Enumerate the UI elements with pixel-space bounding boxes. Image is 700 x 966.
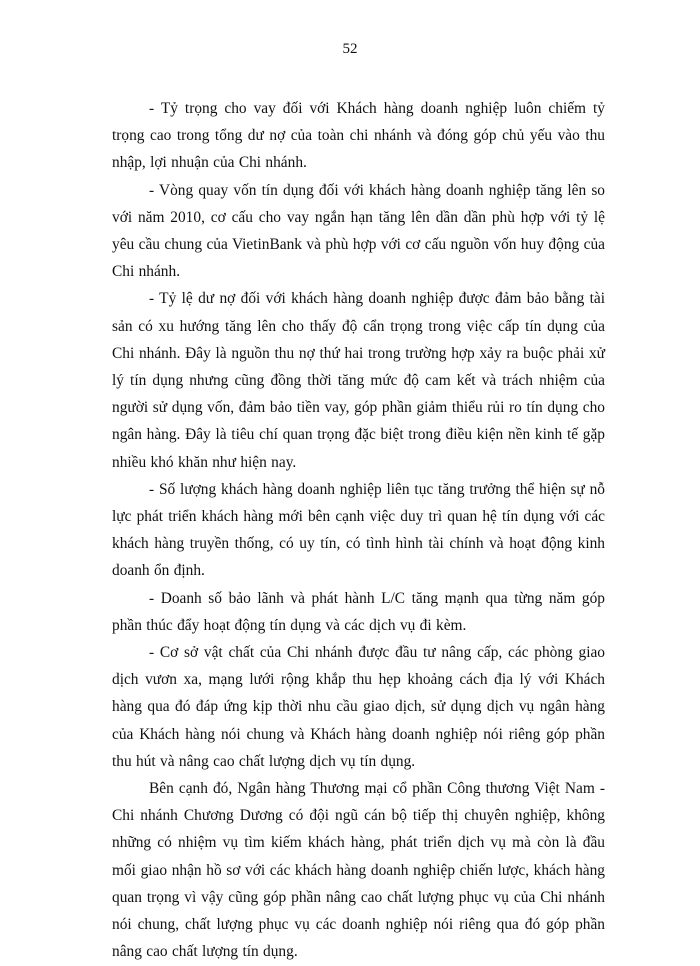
paragraph-guarantee-lc: - Doanh số bảo lãnh và phát hành L/C tăng mạnh qua từng năm góp phần thúc đẩy hoạt động tín dụng và các dịch vụ đi kèm. [112, 589, 605, 634]
document-body [112, 95, 605, 966]
paragraph-customer-growth: - Số lượng khách hàng doanh nghiệp liên tục tăng trưởng thể hiện sự nỗ lực phát triển khách hàng mới bên cạnh việc duy trì quan hệ tín dụng với các khách hàng truyền thống, có uy tín, có tình hình tài chính và hoạt động kinh doanh ổn định. [112, 480, 605, 580]
paragraph-credit-turnover: - Vòng quay vốn tín dụng đối với khách hàng doanh nghiệp tăng lên so với năm 2010, cơ cấu cho vay ngắn hạn tăng lên dần dần phù hợp với tỷ lệ yêu cầu chung của VietinBank và phù hợp với cơ cấu nguồn vốn huy động của Chi nhánh. [112, 181, 605, 281]
page-number: 52 [342, 41, 358, 57]
paragraph-loan-proportion: - Tỷ trọng cho vay đối với Khách hàng doanh nghiệp luôn chiếm tỷ trọng cao trong tổng dư nợ của toàn chi nhánh và đóng góp chủ yếu vào thu nhập, lợi nhuận của Chi nhánh. [112, 100, 605, 172]
paragraph-marketing-staff: Bên cạnh đó, Ngân hàng Thương mại cổ phần Công thương Việt Nam - Chi nhánh Chương Dương có đội ngũ cán bộ tiếp thị chuyên nghiệp, không những có nhiệm vụ tìm kiếm khách hàng, phát triển dịch vụ mà còn là đầu mối giao nhận hồ sơ với các khách hàng doanh nghiệp chiến lược, khách hàng quan trọng vì vậy cũng góp phần nâng cao chất lượng phục vụ của Chi nhánh nói chung, chất lượng phục vụ các doanh nghiệp nói riêng qua đó góp phần nâng cao chất lượng tín dụng. [112, 780, 605, 961]
paragraph-facilities: - Cơ sở vật chất của Chi nhánh được đầu tư nâng cấp, các phòng giao dịch vươn xa, mạng lưới rộng khắp thu hẹp khoảng cách địa lý với Khách hàng qua đó đáp ứng kịp thời nhu cầu giao dịch, sử dụng dịch vụ ngân hàng của Khách hàng nói chung và Khách hàng doanh nghiệp nói riêng góp phần thu hút và nâng cao chất lượng dịch vụ tín dụng. [112, 644, 605, 770]
paragraph-secured-debt-ratio: - Tỷ lệ dư nợ đối với khách hàng doanh nghiệp được đảm bảo bằng tài sản có xu hướng tăng lên cho thấy độ cẩn trọng trong việc cấp tín dụng của Chi nhánh. Đây là nguồn thu nợ thứ hai trong trường hợp xảy ra buộc phải xử lý tín dụng nhưng cũng đồng thời tăng mức độ cam kết và trách nhiệm của người sử dụng vốn, đảm bảo tiền vay, góp phần giảm thiểu rủi ro tín dụng cho ngân hàng. Đây là tiêu chí quan trọng đặc biệt trong điều kiện nền kinh tế gặp nhiều khó khăn như hiện nay. [112, 290, 605, 471]
